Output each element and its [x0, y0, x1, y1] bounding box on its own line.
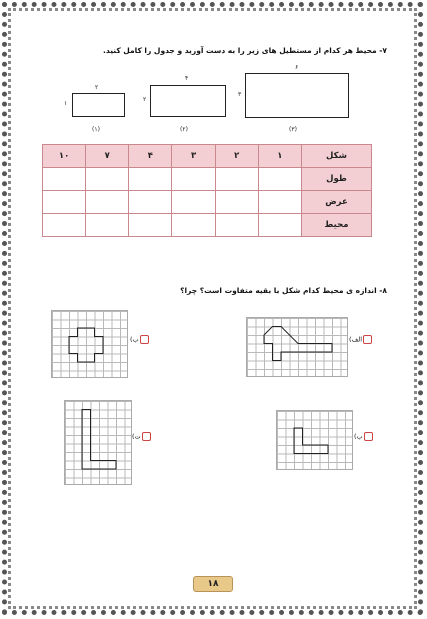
table-header-row — [43, 145, 372, 168]
key-shape — [247, 318, 349, 378]
table-cell[interactable] — [172, 214, 215, 237]
large-l-shape — [65, 401, 133, 486]
page-number: ۱۸ — [193, 576, 233, 592]
rectangle-1 — [72, 93, 125, 117]
grid-shape-alef — [246, 317, 348, 377]
option-alef[interactable] — [349, 335, 372, 344]
question-8-text: ۸- اندازه ی محیط کدام شکل با بقیه متفاوت است؟ چرا؟ — [180, 286, 387, 295]
table-row — [43, 191, 372, 214]
table-cell[interactable] — [129, 214, 172, 237]
table-cell[interactable] — [86, 191, 129, 214]
small-l-shape — [277, 411, 354, 471]
rectangle-3 — [245, 73, 349, 118]
rectangle-2 — [150, 85, 226, 117]
table-row — [43, 214, 372, 237]
table-row-header: عرض — [302, 191, 372, 214]
rect-1-width: ۱ — [64, 100, 68, 107]
table-row-header: محیط — [302, 214, 372, 237]
table-col-header: ۱ — [258, 145, 301, 168]
option-te[interactable] — [132, 432, 151, 441]
table-cell[interactable] — [172, 168, 215, 191]
plus-shape — [52, 311, 129, 379]
option-be-2-label: ب) — [354, 432, 363, 441]
table-cell[interactable] — [258, 214, 301, 237]
option-be-1[interactable] — [130, 335, 149, 344]
table-cell[interactable] — [43, 191, 86, 214]
table-cell[interactable] — [258, 191, 301, 214]
rect-2-width: ۲ — [143, 96, 147, 103]
table-cell[interactable] — [129, 191, 172, 214]
table-col-header: ۷ — [86, 145, 129, 168]
table-cell[interactable] — [215, 168, 258, 191]
checkbox-te[interactable] — [142, 432, 151, 441]
question-7-text: ۷- محیط هر کدام از مستطیل های زیر را به دست آورید و جدول را کامل کنید. — [103, 46, 387, 55]
table-cell[interactable] — [258, 168, 301, 191]
rect-2-label: (۲) — [180, 126, 188, 133]
table-cell[interactable] — [43, 214, 86, 237]
table-cell[interactable] — [86, 214, 129, 237]
table-cell[interactable] — [215, 214, 258, 237]
grid-shape-te — [64, 400, 132, 485]
table-col-header: ۴ — [129, 145, 172, 168]
grid-shape-be-1 — [51, 310, 128, 378]
table-col-header: ۲ — [215, 145, 258, 168]
rect-3-length: ۶ — [295, 64, 299, 71]
rect-2-length: ۴ — [185, 75, 189, 82]
grid-shape-be-2 — [276, 410, 353, 470]
rect-3-label: (۳) — [289, 126, 297, 133]
option-be-2[interactable] — [354, 432, 373, 441]
checkbox-be-2[interactable] — [364, 432, 373, 441]
table-col-header: ۱۰ — [43, 145, 86, 168]
table-cell[interactable] — [86, 168, 129, 191]
table-row — [43, 168, 372, 191]
rect-3-width: ۳ — [238, 91, 242, 98]
table-corner-header: شکل — [302, 145, 372, 168]
table-row-header: طول — [302, 168, 372, 191]
option-be-1-label: ب) — [130, 335, 139, 344]
table-col-header: ۳ — [172, 145, 215, 168]
rect-1-length: ۲ — [95, 84, 99, 91]
table-cell[interactable] — [215, 191, 258, 214]
table-cell[interactable] — [129, 168, 172, 191]
option-alef-label: الف) — [349, 335, 363, 344]
option-te-label: ت) — [132, 432, 141, 441]
rect-1-label: (۱) — [92, 126, 100, 133]
checkbox-be-1[interactable] — [140, 335, 149, 344]
table-cell[interactable] — [172, 191, 215, 214]
perimeter-table — [42, 144, 372, 237]
table-cell[interactable] — [43, 168, 86, 191]
checkbox-alef[interactable] — [363, 335, 372, 344]
